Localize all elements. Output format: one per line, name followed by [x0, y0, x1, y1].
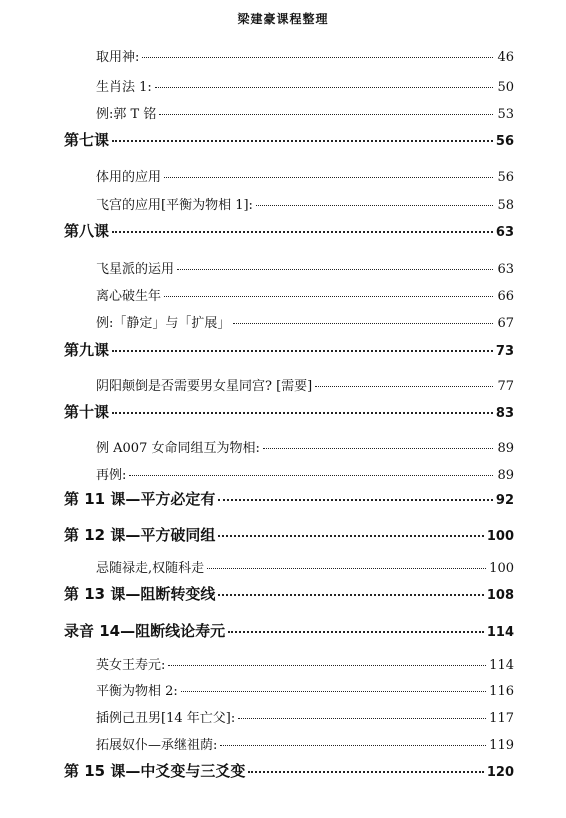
toc-entry-title: 第八课 — [64, 222, 110, 240]
toc-entry[interactable] — [96, 375, 514, 394]
toc-entry-page: 89 — [497, 441, 514, 456]
toc-chapter-entry[interactable] — [64, 524, 514, 545]
toc-entry-title: 第 15 课—中爻变与三爻变 — [64, 762, 246, 780]
toc-entry-page: 117 — [489, 711, 514, 726]
dot-leader — [220, 744, 486, 746]
toc-entry-title: 生肖法 1: — [96, 80, 152, 95]
toc-entry-page: 58 — [497, 198, 514, 213]
toc-chapter-entry[interactable] — [64, 401, 514, 422]
toc-entry-page: 83 — [495, 406, 514, 421]
toc-entry-title: 例:「静定」与「扩展」 — [96, 316, 231, 331]
toc-entry-title: 阴阳颠倒是否需要男女星同宫? [需要] — [96, 379, 313, 394]
toc-entry[interactable] — [96, 734, 514, 753]
toc-entry-title: 取用神: — [96, 50, 140, 65]
toc-entry-title: 例 A007 女命同组互为物相: — [96, 441, 260, 456]
toc-entry-page: 120 — [486, 765, 514, 780]
toc-entry-page: 67 — [497, 316, 514, 331]
toc-chapter-entry[interactable] — [64, 583, 514, 604]
dot-leader — [159, 113, 493, 115]
dot-leader — [218, 534, 484, 537]
toc-entry-title: 飞星派的运用 — [96, 262, 175, 277]
dot-leader — [218, 593, 484, 596]
toc-entry[interactable] — [96, 464, 514, 483]
dot-leader — [112, 411, 493, 414]
toc-entry-title: 飞宫的应用[平衡为物相 1]: — [96, 198, 253, 213]
dot-leader — [129, 474, 493, 476]
toc-entry-page: 77 — [497, 379, 514, 394]
dot-leader — [164, 295, 493, 297]
toc-entry-title: 离心破生年 — [96, 289, 162, 304]
toc-entry-page: 114 — [489, 658, 514, 673]
toc-entry[interactable] — [96, 312, 514, 331]
toc-entry-title: 第 13 课—阻断转变线 — [64, 585, 216, 603]
toc-entry-title: 英女王寿元: — [96, 658, 166, 673]
toc-entry[interactable] — [96, 166, 514, 185]
toc-entry-page: 50 — [497, 80, 514, 95]
toc-entry-page: 46 — [497, 50, 514, 65]
toc-entry[interactable] — [96, 76, 514, 95]
dot-leader — [207, 567, 486, 569]
dot-leader — [228, 630, 484, 633]
toc-entry-page: 73 — [495, 344, 514, 359]
toc-entry-page: 89 — [497, 468, 514, 483]
toc-entry-page: 116 — [489, 684, 514, 699]
toc-entry-title: 平衡为物相 2: — [96, 684, 178, 699]
toc-entry-page: 56 — [497, 170, 514, 185]
toc-entry-title: 例:郭 T 铭 — [96, 107, 157, 122]
toc-entry-title: 录音 14—阻断线论寿元 — [64, 622, 226, 640]
dot-leader — [177, 268, 493, 270]
dot-leader — [142, 56, 493, 58]
toc-entry-page: 108 — [486, 588, 514, 603]
toc-chapter-entry[interactable] — [64, 220, 514, 241]
toc-entry-title: 第 11 课—平方必定有 — [64, 490, 216, 508]
toc-chapter-entry[interactable] — [64, 129, 514, 150]
toc-entry-title: 拓展奴仆—承继祖荫: — [96, 738, 218, 753]
dot-leader — [181, 690, 486, 692]
toc-entry-title: 忌随禄走,权随科走 — [96, 561, 205, 576]
toc-entry[interactable] — [96, 654, 514, 673]
toc-entry[interactable] — [96, 103, 514, 122]
dot-leader — [218, 498, 493, 501]
toc-entry-title: 第九课 — [64, 341, 110, 359]
toc-entry-page: 56 — [495, 134, 514, 149]
dot-leader — [233, 322, 493, 324]
toc-entry[interactable] — [96, 680, 514, 699]
toc-entry-title: 再例: — [96, 468, 127, 483]
toc-entry-page: 66 — [497, 289, 514, 304]
toc-entry-page: 114 — [486, 625, 514, 640]
dot-leader — [238, 717, 486, 719]
toc-entry-page: 100 — [489, 561, 514, 576]
page-header: 梁建豪课程整理 — [237, 12, 329, 26]
toc-entry[interactable] — [96, 557, 514, 576]
toc-entry[interactable] — [96, 285, 514, 304]
toc-chapter-entry[interactable] — [64, 760, 514, 781]
dot-leader — [168, 664, 486, 666]
toc-entry-page: 53 — [497, 107, 514, 122]
toc-entry-title: 体用的应用 — [96, 170, 162, 185]
dot-leader — [164, 176, 493, 178]
toc-entry-title: 插例己丑男[14 年亡父]: — [96, 711, 236, 726]
dot-leader — [256, 204, 493, 206]
toc-entry-page: 100 — [486, 529, 514, 544]
dot-leader — [315, 385, 493, 387]
toc-entry[interactable] — [96, 258, 514, 277]
toc-chapter-entry[interactable] — [64, 620, 514, 641]
dot-leader — [112, 139, 493, 142]
toc-chapter-entry[interactable] — [64, 339, 514, 360]
dot-leader — [263, 447, 493, 449]
dot-leader — [112, 349, 493, 352]
toc-entry-title: 第七课 — [64, 131, 110, 149]
toc-entry[interactable] — [96, 46, 514, 65]
toc-entry-page: 63 — [495, 225, 514, 240]
toc-entry[interactable] — [96, 437, 514, 456]
toc-entry-page: 92 — [495, 493, 514, 508]
dot-leader — [112, 230, 493, 233]
toc-entry-page: 63 — [497, 262, 514, 277]
toc-entry-page: 119 — [489, 738, 514, 753]
toc-entry-title: 第十课 — [64, 403, 110, 421]
toc-chapter-entry[interactable] — [64, 488, 514, 509]
toc-entry[interactable] — [96, 194, 514, 213]
dot-leader — [155, 86, 493, 88]
dot-leader — [248, 770, 484, 773]
toc-entry[interactable] — [96, 707, 514, 726]
toc-entry-title: 第 12 课—平方破同组 — [64, 526, 216, 544]
